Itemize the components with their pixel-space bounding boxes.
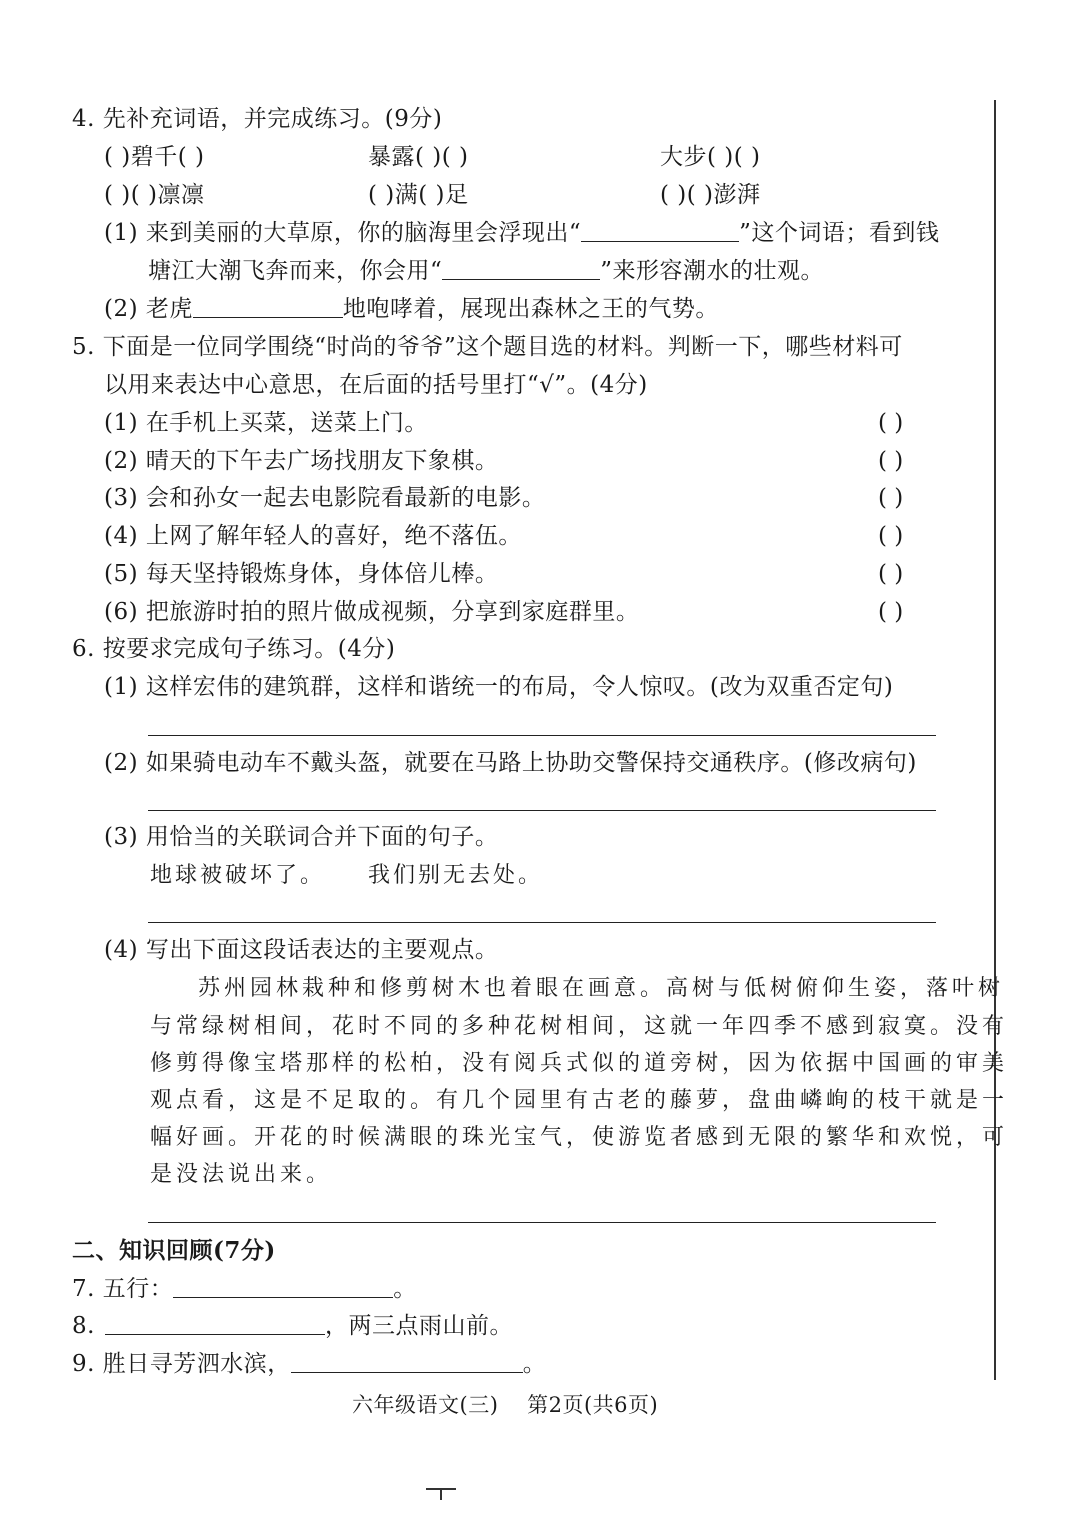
- q5-item-1: (1) 在手机上买菜，送菜上门。: [104, 410, 428, 436]
- q5-answer-3[interactable]: ( ): [878, 485, 904, 511]
- q8-text: ，两三点雨山前。: [324, 1313, 513, 1339]
- q6-para-line-6: 是没法说出来。: [150, 1162, 333, 1187]
- q5-item-4: (4) 上网了解年轻人的喜好，绝不落伍。: [104, 523, 522, 549]
- q4-sub1-line1: [104, 218, 939, 248]
- q6-s3-sentence-a: 地球被破坏了。: [150, 863, 326, 888]
- q9-end: 。: [522, 1351, 547, 1377]
- q6-s4-answer-line[interactable]: [148, 1222, 936, 1223]
- q7-end: 。: [393, 1276, 417, 1302]
- q4-sub1-line2: [148, 256, 824, 286]
- q5-answer-1[interactable]: ( ): [878, 410, 904, 436]
- q8: [72, 1311, 513, 1341]
- q4-sub1-blank-2[interactable]: [442, 261, 600, 280]
- q8-blank[interactable]: [105, 1316, 325, 1335]
- margin-line: [994, 100, 996, 1380]
- q5-item-5: (5) 每天坚持锻炼身体，身体倍儿棒。: [104, 561, 499, 587]
- q6-s3-answer-line[interactable]: [148, 922, 936, 923]
- q7: [72, 1274, 417, 1304]
- q4-sub1-text-c: 塘江大潮飞奔而来，你会用“: [148, 258, 443, 284]
- q9: [72, 1349, 546, 1379]
- q6-title: 6. 按要求完成句子练习。(4分): [72, 636, 396, 662]
- q6-para-line-4: 观点看，这是不足取的。有几个园里有古老的藤萝，盘曲嶙峋的枝干就是一: [150, 1088, 1009, 1113]
- q7-text: 7. 五行：: [72, 1276, 174, 1302]
- q6-s1: (1) 这样宏伟的建筑群，这样和谐统一的布局，令人惊叹。(改为双重否定句): [104, 674, 894, 700]
- q5-item-6: (6) 把旅游时拍的照片做成视频，分享到家庭群里。: [104, 599, 640, 625]
- q7-blank[interactable]: [173, 1279, 393, 1298]
- q5-answer-5[interactable]: ( ): [878, 561, 904, 587]
- q4-word-3: 大步( )( ): [660, 144, 761, 170]
- q4-word-1: ( )碧千( ): [104, 144, 205, 170]
- q4-sub1-text-b: ”这个词语；看到钱: [739, 220, 940, 246]
- q4-sub1-blank-1[interactable]: [581, 223, 739, 242]
- q8-number: 8.: [72, 1313, 95, 1339]
- q5-item-3: (3) 会和孙女一起去电影院看最新的电影。: [104, 485, 546, 511]
- q6-s1-answer-line[interactable]: [148, 735, 936, 736]
- q6-para-line-5: 幅好画。开花的时候满眼的珠光宝气，使游览者感到无限的繁华和欢悦，可: [150, 1125, 1009, 1150]
- q5-title-1: 5. 下面是一位同学围绕“时尚的爷爷”这个题目选的材料。判断一下，哪些材料可: [72, 334, 903, 360]
- q4-sub2-text-b: 地咆哮着，展现出森林之王的气势。: [342, 296, 719, 322]
- q5-answer-2[interactable]: ( ): [878, 448, 904, 474]
- q6-s3: (3) 用恰当的关联词合并下面的句子。: [104, 824, 499, 850]
- q5-title-2: 以用来表达中心意思，在后面的括号里打“√”。(4分): [104, 372, 648, 398]
- q4-word-2: 暴露( )( ): [368, 144, 469, 170]
- q9-blank[interactable]: [291, 1354, 523, 1373]
- page-footer: 六年级语文(三) 第2页(共6页): [352, 1393, 659, 1417]
- q6-s3-sentence-b: 我们别无去处。: [368, 863, 544, 888]
- q4-word-5: ( )满( )足: [368, 182, 469, 208]
- q6-s4: (4) 写出下面这段话表达的主要观点。: [104, 937, 499, 963]
- q4-sub2-blank[interactable]: [193, 299, 343, 318]
- q5-answer-6[interactable]: ( ): [878, 599, 904, 625]
- q5-item-2: (2) 晴天的下午去广场找朋友下象棋。: [104, 448, 499, 474]
- section2-title: 二、知识回顾(7分): [72, 1237, 276, 1264]
- q9-text: 9. 胜日寻芳泗水滨，: [72, 1351, 291, 1377]
- q5-answer-4[interactable]: ( ): [878, 523, 904, 549]
- q6-s2-answer-line[interactable]: [148, 810, 936, 811]
- q4-title: 4. 先补充词语，并完成练习。(9分): [72, 106, 443, 132]
- q4-sub2: [104, 294, 719, 324]
- q4-sub2-text-a: (2) 老虎: [104, 296, 193, 322]
- q4-sub1-text-a: (1) 来到美丽的大草原，你的脑海里会浮现出“: [104, 220, 582, 246]
- q4-word-6: ( )( )澎湃: [660, 182, 761, 208]
- q6-para-line-3: 修剪得像宝塔那样的松柏，没有阅兵式似的道旁树，因为依据中国画的审美: [150, 1051, 1009, 1076]
- binding-mark-stem: [440, 1488, 442, 1500]
- q6-s2: (2) 如果骑电动车不戴头盔，就要在马路上协助交警保持交通秩序。(修改病句): [104, 750, 917, 776]
- q6-para-line-1: 苏州园林栽种和修剪树木也着眼在画意。高树与低树俯仰生姿，落叶树: [198, 976, 1005, 1001]
- q4-sub1-text-d: ”来形容潮水的壮观。: [600, 258, 825, 284]
- q6-para-line-2: 与常绿树相间，花时不同的多种花树相间，这就一年四季不感到寂寞。没有: [150, 1014, 1009, 1039]
- q4-word-4: ( )( )凛凛: [104, 182, 205, 208]
